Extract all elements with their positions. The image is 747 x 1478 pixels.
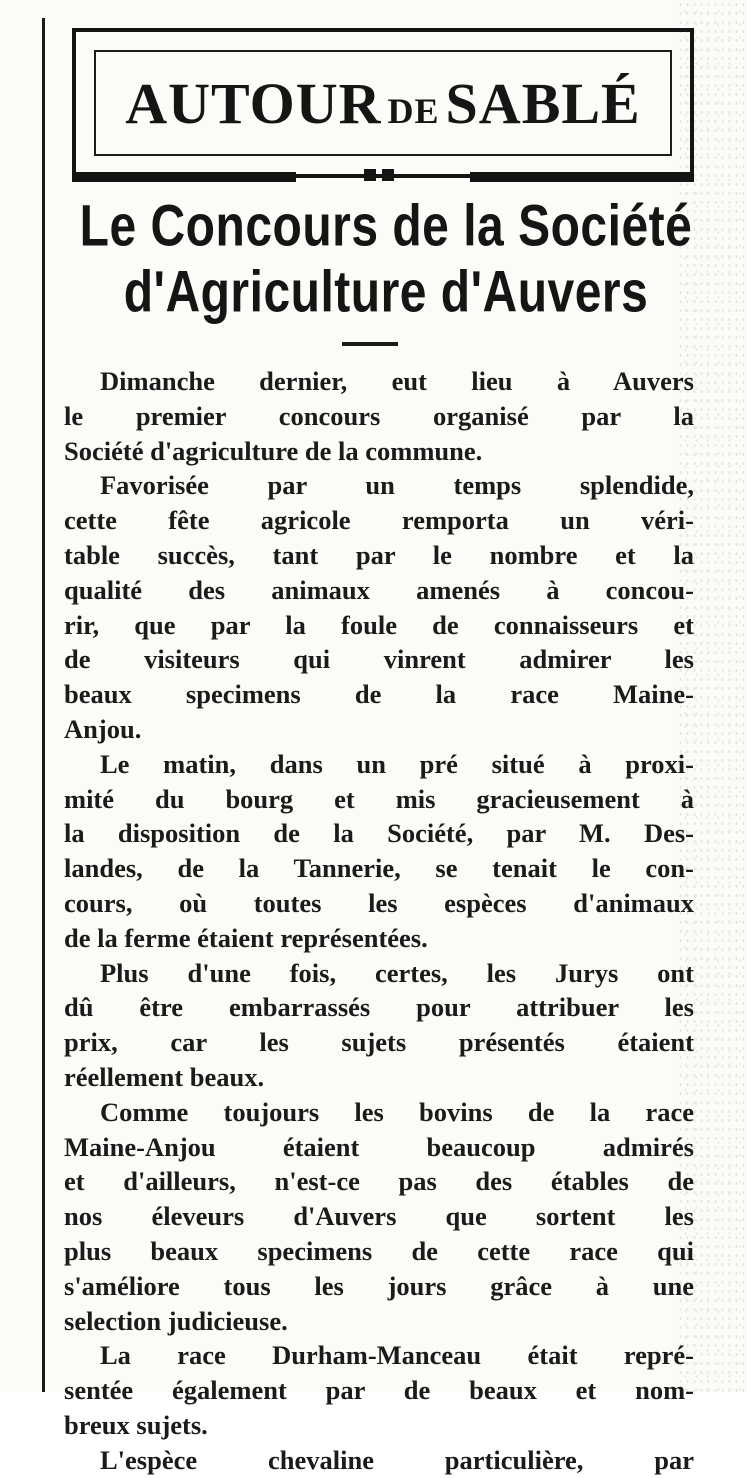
ornament-dot: [382, 169, 394, 181]
rubric-frame: [72, 28, 694, 178]
article-line: beaux specimens de la race Maine-: [64, 679, 694, 710]
article-line: Favorisée par un temps splendide,: [100, 470, 694, 501]
article-line: réellement beaux.: [64, 1061, 265, 1092]
article-line: L'espèce chevaline particulière, par: [100, 1444, 694, 1475]
column-rule: [42, 18, 45, 1392]
article-line: et d'ailleurs, n'est-ce pas des étables de: [64, 1166, 694, 1197]
article-line: cours, où toutes les espèces d'animaux: [64, 887, 694, 918]
article-line: nos éleveurs d'Auvers que sortent les: [64, 1201, 694, 1232]
article-line: Plus d'une fois, certes, les Jurys ont: [100, 957, 694, 988]
article-line: le premier concours organisé par la: [64, 400, 694, 431]
article-line: Le matin, dans un pré situé à proxi-: [100, 748, 694, 779]
article-line: mité du bourg et mis gracieusement à: [64, 783, 694, 814]
rubric-word-autour: AUTOUR: [125, 70, 382, 136]
article-line: de visiteurs qui vinrent admirer les: [64, 644, 694, 675]
article-line: Dimanche dernier, eut lieu à Auvers: [100, 366, 694, 396]
article-line: table succès, tant par le nombre et la: [64, 539, 694, 570]
ornament-dot: [364, 169, 376, 181]
rubric-inner-frame: [94, 50, 672, 156]
ornament-bar-left: [72, 172, 296, 182]
article-line: s'améliore tous les jours grâce à une: [64, 1270, 694, 1301]
headline-divider: [342, 342, 398, 346]
headline-line-1: Le Concours de la Société: [79, 194, 693, 259]
article-line: Maine-Anjou étaient beaucoup admirés: [64, 1131, 694, 1162]
article-line: selection judicieuse.: [64, 1305, 288, 1336]
article-line: qualité des animaux amenés à concou-: [64, 574, 694, 605]
rubric-title: [125, 70, 641, 137]
article-line: Société d'agriculture de la commune.: [64, 435, 483, 466]
article-line: breux sujets.: [64, 1409, 208, 1440]
article-line: la disposition de la Société, par M. Des-: [64, 818, 694, 849]
article-headline: [66, 194, 706, 326]
article-line: prix, car les sujets présentés étaient: [64, 1027, 694, 1058]
headline-line-2: d'Agriculture d'Auvers: [123, 260, 649, 325]
article-line: landes, de la Tannerie, se tenait le con-: [64, 853, 694, 884]
article-line: dû être embarrassés pour attribuer les: [64, 992, 694, 1023]
article-line: sentée également par de beaux et nom-: [64, 1375, 694, 1406]
article-line: Anjou.: [64, 713, 142, 744]
header-ornament: [72, 166, 694, 186]
article-line: Comme toujours les bovins de la race: [100, 1096, 694, 1127]
article-line: La race Durham-Manceau était repré-: [100, 1340, 694, 1371]
article-line: plus beaux specimens de cette race qui: [64, 1235, 694, 1266]
article-body: [64, 364, 694, 1475]
rubric-word-de: DE: [387, 90, 440, 131]
article-line: cette fête agricole remporta un véri-: [64, 505, 694, 536]
article-line: de la ferme étaient représentées.: [64, 922, 428, 953]
rubric-word-sable: SABLÉ: [445, 70, 641, 136]
article-line: rir, que par la foule de connaisseurs et: [64, 609, 694, 640]
ornament-bar-right: [470, 172, 694, 182]
